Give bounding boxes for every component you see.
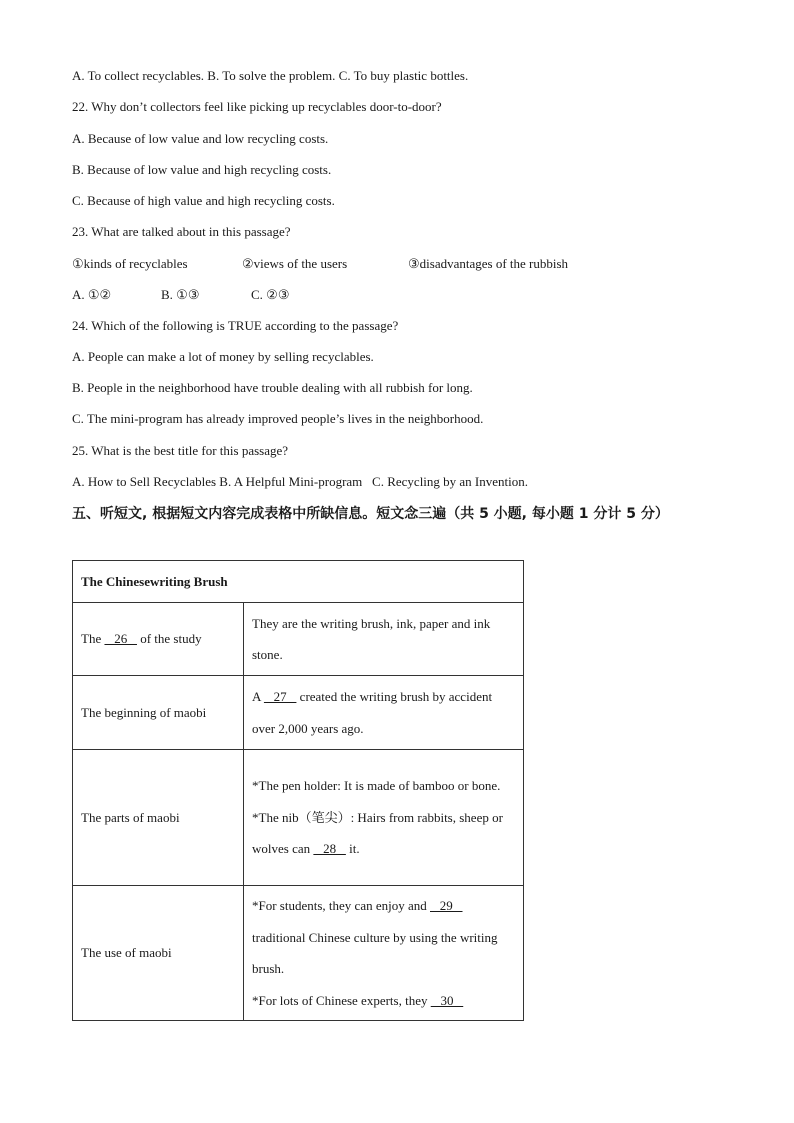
section-5-title: 五、听短文, 根据短文内容完成表格中所缺信息。短文念三遍（共 5 小题, 每小题 1 分计 5 分） bbox=[72, 506, 669, 522]
row-content bbox=[244, 750, 524, 886]
content-text: it. bbox=[345, 841, 360, 857]
content-text: *For students, they can enjoy and bbox=[252, 898, 430, 913]
brush-table bbox=[72, 560, 524, 1021]
q25-stem: 25. What is the best title for this passage? bbox=[72, 443, 289, 458]
label-text: of the study bbox=[136, 631, 202, 647]
content-text: *For lots of Chinese experts, they bbox=[252, 992, 431, 1008]
blank-30: 30 bbox=[430, 992, 464, 1008]
q24-stem: 24. Which of the following is TRUE according to the passage? bbox=[72, 318, 399, 333]
q23-item-1: ①kinds of recyclables bbox=[72, 256, 188, 271]
table-row bbox=[73, 603, 524, 676]
q23-option-c: C. ②③ bbox=[251, 287, 290, 302]
row-content: They are the writing brush, ink, paper and ink stone. bbox=[244, 603, 524, 676]
row-label bbox=[73, 603, 244, 676]
blank-28: 28 bbox=[313, 841, 346, 857]
content-line bbox=[252, 985, 515, 1017]
content-text: *The nib（笔尖）: Hairs from rabbits, sheep or wolves can bbox=[252, 809, 503, 857]
row-label: The parts of maobi bbox=[73, 750, 244, 886]
q21-options: A. To collect recyclables. B. To solve the problem. C. To buy plastic bottles. bbox=[72, 68, 469, 83]
q22-stem: 22. Why don’t collectors feel like picking up recyclables door-to-door? bbox=[72, 99, 442, 114]
label-text: The bbox=[81, 631, 105, 647]
row-content bbox=[244, 676, 524, 750]
content-line bbox=[252, 890, 515, 985]
row-label: The use of maobi bbox=[73, 886, 244, 1021]
blank-29: 29 bbox=[430, 898, 463, 913]
q25-options: A. How to Sell Recyclables B. A Helpful Mini-program C. Recycling by an Invention. bbox=[72, 474, 529, 489]
table-row bbox=[73, 750, 524, 886]
row-label: The beginning of maobi bbox=[73, 676, 244, 750]
content-text: traditional Chinese culture by using the writing brush. bbox=[252, 929, 498, 976]
q24-option-c: C. The mini-program has already improved people’s lives in the neighborhood. bbox=[72, 411, 484, 426]
q23-option-b: B. ①③ bbox=[161, 287, 200, 302]
content-text: created the writing brush by accident over 2,000 years ago. bbox=[252, 689, 496, 736]
row-content bbox=[244, 886, 524, 1021]
table-header: The Chinesewriting Brush bbox=[73, 561, 524, 603]
table-row bbox=[73, 886, 524, 1021]
table-header-row bbox=[73, 561, 524, 603]
q23-item-2: ②views of the users bbox=[242, 256, 348, 271]
q24-option-b: B. People in the neighborhood have trouble dealing with all rubbish for long. bbox=[72, 380, 473, 395]
q23-stem: 23. What are talked about in this passage? bbox=[72, 224, 291, 239]
q24-option-a: A. People can make a lot of money by selling recyclables. bbox=[72, 349, 374, 364]
q22-option-c: C. Because of high value and high recycling costs. bbox=[72, 193, 335, 208]
q22-option-b: B. Because of low value and high recycling costs. bbox=[72, 162, 332, 177]
q23-item-3: ③disadvantages of the rubbish bbox=[408, 256, 569, 271]
content-line: *The pen holder: It is made of bamboo or bone. bbox=[252, 778, 501, 794]
blank-26: 26 bbox=[104, 631, 137, 647]
q23-option-a: A. ①② bbox=[72, 287, 112, 302]
content-text: A bbox=[252, 689, 264, 704]
blank-27: 27 bbox=[263, 689, 297, 704]
q22-option-a: A. Because of low value and low recycling costs. bbox=[72, 131, 329, 146]
table-row bbox=[73, 676, 524, 750]
content-line bbox=[252, 802, 515, 865]
